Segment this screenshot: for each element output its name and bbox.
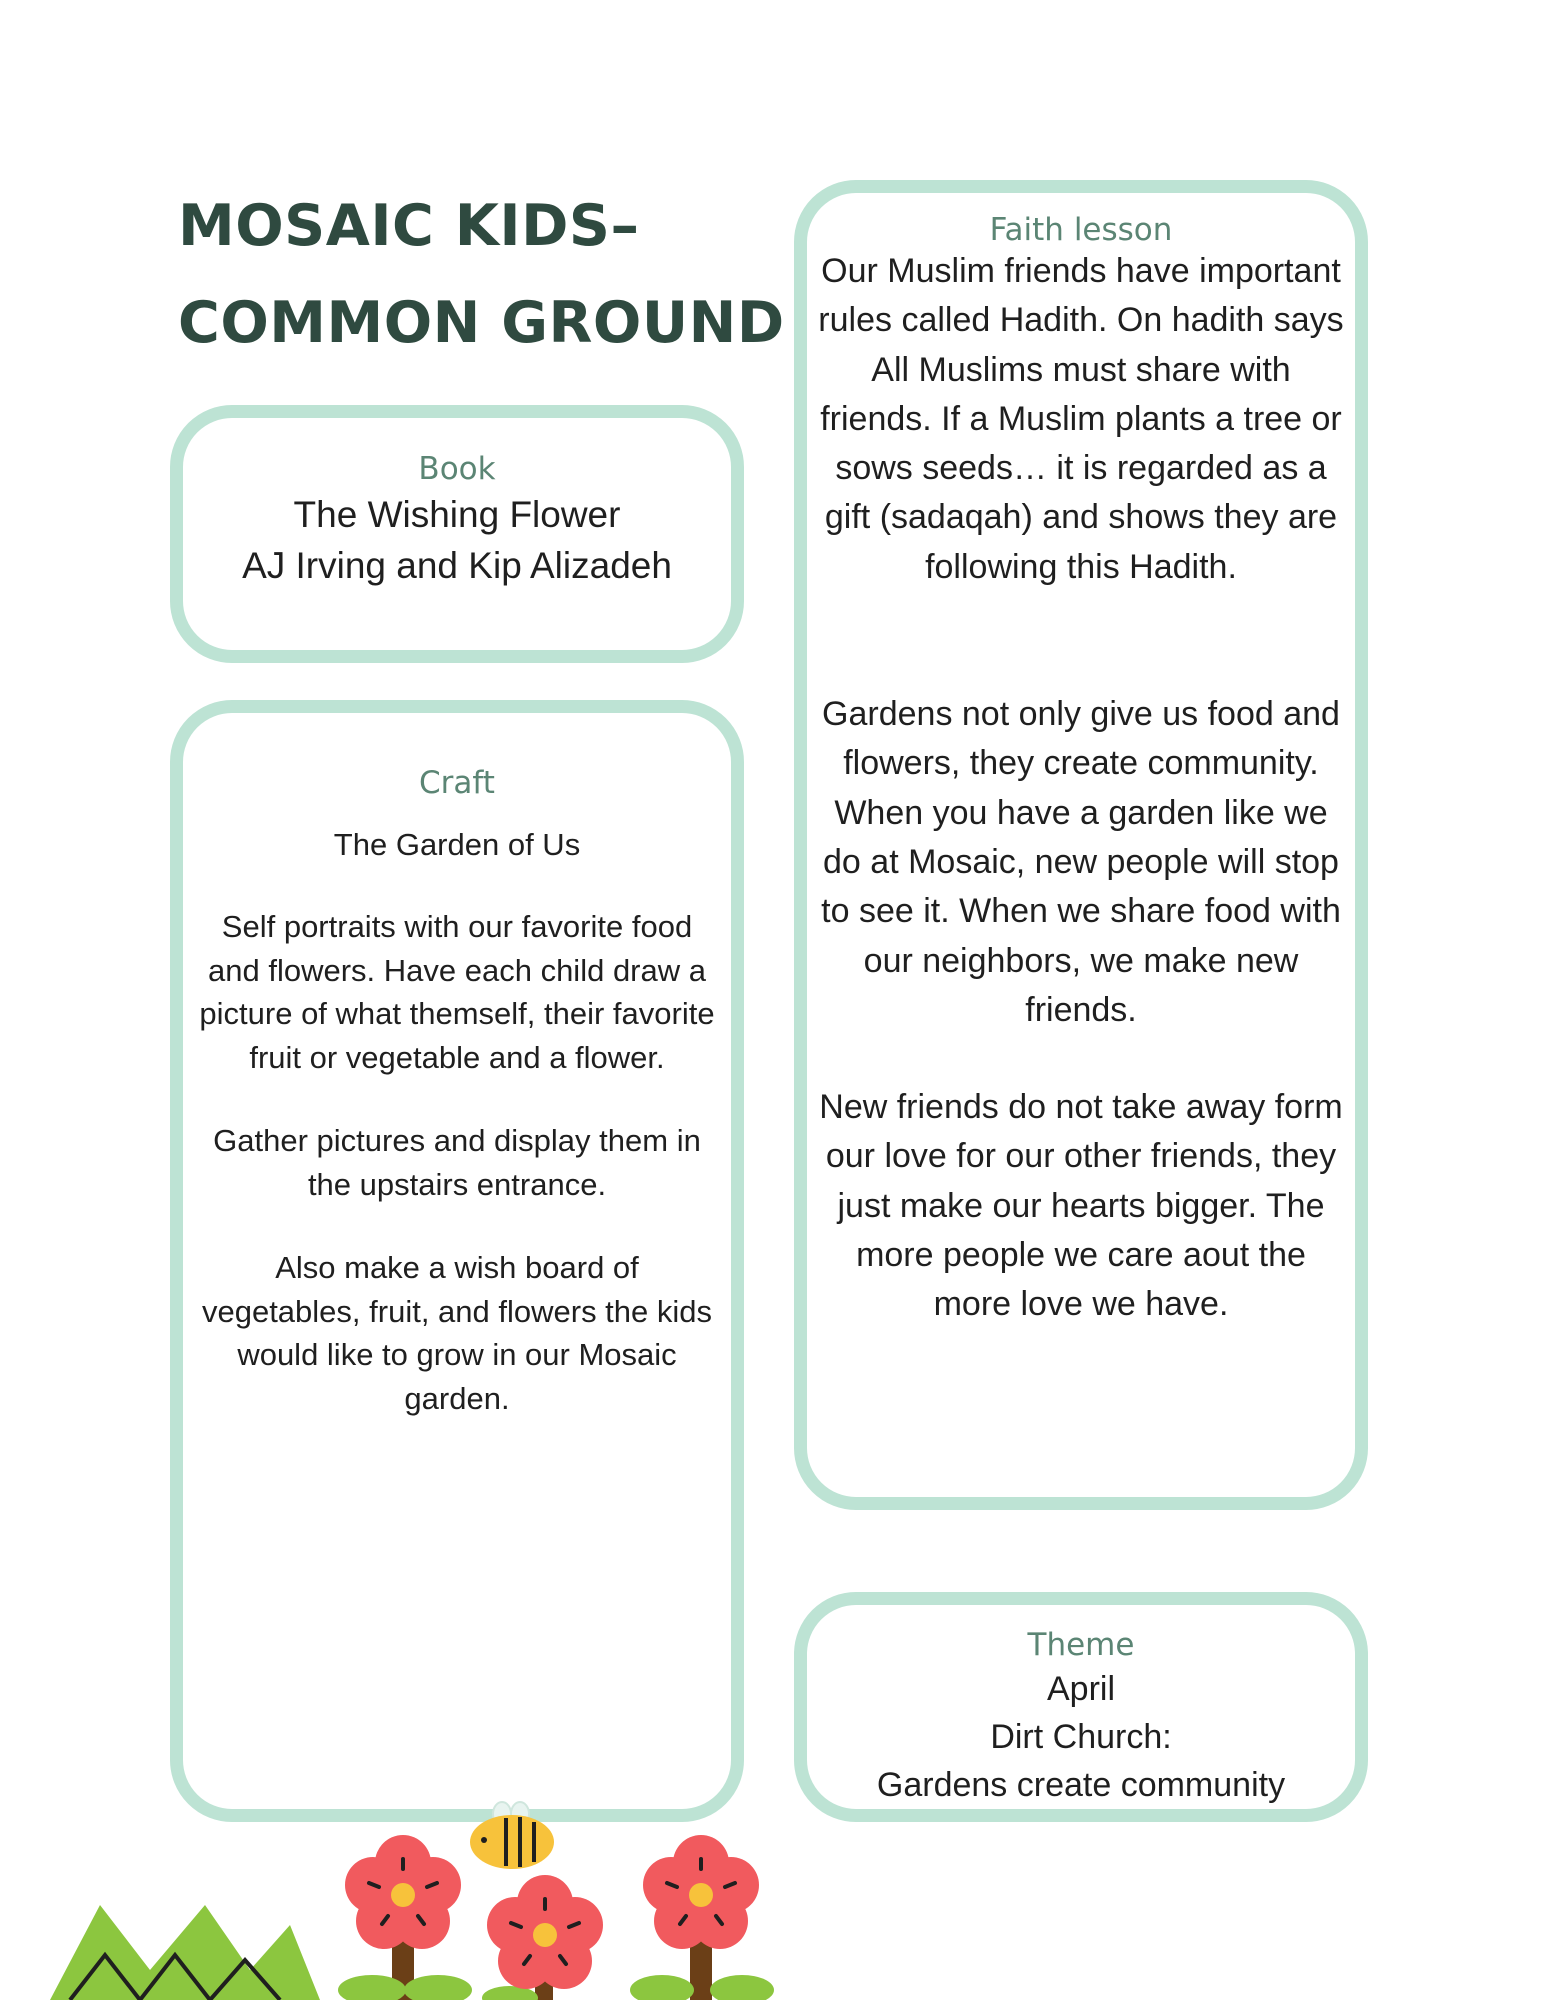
faith-paragraph-1: Our Muslim friends have important rules called Hadith. On hadith says All Muslims must share with friends. If a Muslim plants a tree or sows seeds… it is regarded as a gift (sadaqah) and shows they are following this Hadith. [818,252,1344,586]
flower-icon [345,1835,461,1949]
garden-illustration [0,1800,800,2000]
theme-topic: Gardens create community [876,1766,1286,1804]
craft-paragraph-2: Gather pictures and display them in the upstairs entrance. [213,1123,701,1202]
faith-lesson-card [794,180,1368,1510]
faith-heading: Faith lesson [989,212,1173,248]
craft-card [170,700,744,1822]
page-title [178,178,798,372]
book-heading: Book [418,451,496,487]
faith-paragraph-2: Gardens not only give us food and flowers, they create community. When you have a garden like we do at Mosaic, new people will stop to see it. When we share food with our neighbors, we make new friends. [821,695,1341,1029]
craft-paragraph-1: Self portraits with our favorite food and flowers. Have each child draw a picture of what themself, their favorite fruit or vegetable and a flower. [199,909,715,1075]
craft-paragraph-3: Also make a wish board of vegetables, fruit, and flowers the kids would like to grow in our Mosaic garden. [201,1250,713,1416]
theme-event: Dirt Church: [990,1718,1172,1756]
title-line-1: MOSAIC KIDS– [178,193,640,259]
book-title: The Wishing Flower [293,494,621,535]
title-line-2: COMMON GROUND [178,290,785,356]
book-card [170,405,744,663]
book-authors: AJ Irving and Kip Alizadeh [242,545,672,586]
flower-icon [487,1875,603,1989]
craft-subtitle: The Garden of Us [333,827,581,862]
grass-icon [50,1905,320,2000]
flower-icon [643,1835,759,1949]
craft-heading: Craft [419,765,495,801]
faith-paragraph-3: New friends do not take away form our love for our other friends, they just make our hearts bigger. The more people we care aout the more love we have. [819,1088,1343,1324]
theme-card [794,1592,1368,1822]
theme-heading: Theme [1027,1627,1135,1663]
theme-month: April [1046,1670,1116,1708]
bee-icon [470,1802,554,1869]
